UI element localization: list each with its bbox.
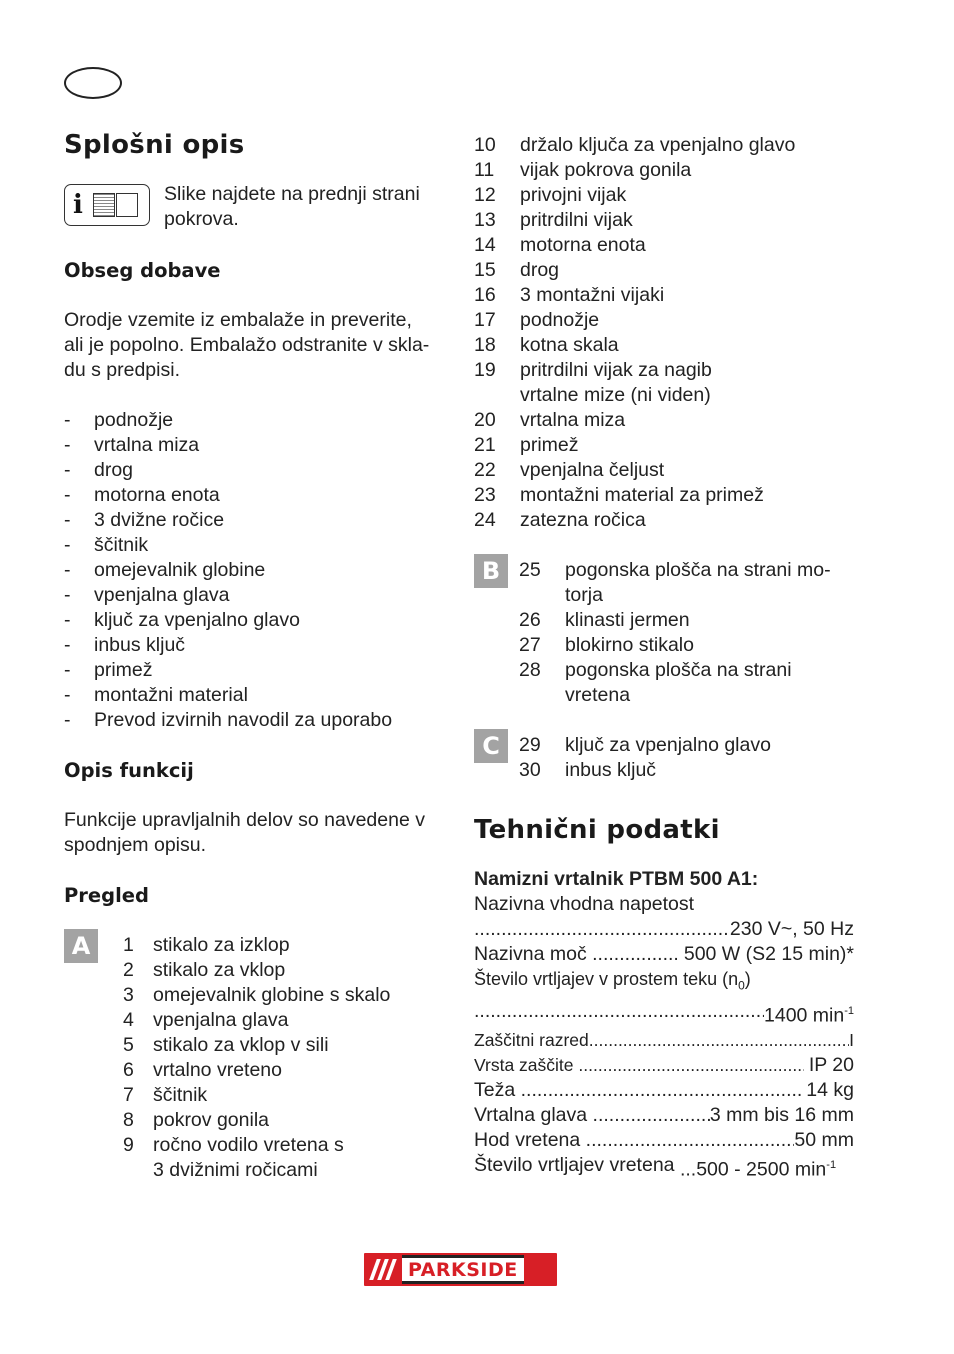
technical-specs — [474, 867, 854, 1183]
section-title-technical-data: Tehnični podatki — [474, 815, 720, 845]
spec-idle-speed-row — [474, 999, 854, 1029]
part-item — [519, 683, 864, 708]
part-item — [474, 483, 864, 508]
left-column — [64, 128, 444, 1183]
item-text: pogonska plošča na strani mo- — [565, 559, 831, 581]
item-text: vrtalna miza — [520, 409, 626, 431]
part-item — [519, 758, 864, 783]
logo-text: PARKSIDE — [402, 1255, 524, 1284]
item-text: primež — [520, 434, 579, 456]
logo-stripes-icon — [364, 1253, 400, 1286]
item-number: 23 — [474, 484, 496, 506]
paragraph-line: Orodje vzemite iz embalaže in preverite, — [64, 309, 412, 331]
item-number: 1 — [123, 934, 134, 956]
figure-b-parts-list — [519, 558, 864, 708]
part-item — [519, 558, 864, 583]
item-text: podnožje — [520, 309, 600, 331]
section-title-general-description: Splošni opis — [64, 130, 245, 160]
spec-label-spindle-speed: Število vrtljajev vretena — [474, 1154, 675, 1177]
scope-item: - ščitnik — [64, 533, 444, 558]
item-text: inbus ključ — [565, 759, 657, 781]
part-item — [474, 133, 864, 158]
heading-overview: Pregled — [64, 884, 149, 907]
item-number: 29 — [519, 734, 541, 756]
scope-item: - vrtalna miza — [64, 433, 444, 458]
overview-part-item — [123, 1033, 444, 1058]
parts-list-continued — [474, 133, 864, 533]
overview-a-block — [64, 933, 444, 1183]
spec-value-weight: 14 kg — [806, 1079, 854, 1102]
scope-item: - ključ za vpenjalno glavo — [64, 608, 444, 633]
scope-item: - drog — [64, 458, 444, 483]
item-text: stikalo za vklop v sili — [153, 1034, 329, 1056]
function-paragraph — [64, 808, 444, 858]
spec-label-chuck: Vrtalna glava — [474, 1104, 588, 1127]
item-text: vpenjalna glava — [153, 1009, 289, 1031]
parkside-logo — [364, 1253, 557, 1286]
item-text: vijak pokrova gonila — [520, 159, 692, 181]
item-number: 3 — [123, 984, 134, 1006]
spec-power-row — [474, 942, 854, 967]
info-text-line: Slike najdete na prednji strani — [164, 183, 420, 205]
overview-part-item — [123, 1008, 444, 1033]
part-item — [519, 583, 864, 608]
right-column — [474, 133, 864, 1183]
item-number: 5 — [123, 1034, 134, 1056]
spec-weight-row — [474, 1078, 854, 1103]
item-number: 11 — [474, 159, 495, 181]
spec-value-voltage: 230 V~, 50 Hz — [729, 918, 854, 940]
spec-label-idle-speed: Število vrtljajev v prostem teku $(n_0)$ — [474, 969, 751, 993]
spec-chuck-row — [474, 1103, 854, 1128]
item-number: 17 — [474, 309, 496, 331]
item-number: 18 — [474, 334, 496, 356]
paragraph-line: Funkcije upravljalnih delov so navedene v — [64, 809, 425, 831]
item-number: 16 — [474, 284, 496, 306]
item-number: 26 — [519, 609, 541, 631]
item-number — [474, 383, 520, 408]
paragraph-line: ali je popolno. Embalažo odstranite v skla- — [64, 334, 430, 356]
heading-function-description: Opis funkcij — [64, 759, 194, 782]
part-item — [474, 233, 864, 258]
part-item — [474, 258, 864, 283]
overview-part-item — [123, 958, 444, 983]
part-item — [474, 308, 864, 333]
heading-scope-of-delivery: Obseg dobave — [64, 259, 221, 282]
item-number: 24 — [474, 509, 496, 531]
spec-label-voltage: Nazivna vhodna napetost — [474, 893, 695, 915]
item-text: kotna skala — [520, 334, 619, 356]
model-name: Namizni vrtalnik PTBM 500 A1: — [474, 868, 759, 890]
item-text: 3 montažni vijaki — [520, 284, 665, 306]
item-text: omejevalnik globine s skalo — [153, 984, 391, 1006]
item-text: blokirno stikalo — [565, 634, 694, 656]
part-item — [474, 458, 864, 483]
item-number: 28 — [519, 659, 541, 681]
item-text: zatezna ročica — [520, 509, 646, 531]
item-text: držalo ključa za vpenjalno glavo — [520, 134, 796, 156]
item-number: 7 — [123, 1084, 134, 1106]
overview-part-item — [123, 1158, 444, 1183]
spec-value-idle-speed: 1400 $\min^{-1}$ — [764, 1004, 854, 1027]
overview-part-item — [123, 1083, 444, 1108]
part-item — [519, 658, 864, 683]
item-text: pokrov gonila — [153, 1109, 269, 1131]
figure-badge-b: B — [474, 554, 508, 588]
item-number: 15 — [474, 259, 496, 281]
scope-item: - motorna enota — [64, 483, 444, 508]
item-number: 25 — [519, 559, 541, 581]
spec-value-spindle-speed: ...500 - 2500 $\min^{-1}$ — [679, 1158, 837, 1181]
overview-part-item — [123, 1058, 444, 1083]
info-text-line: pokrova. — [164, 208, 239, 230]
scope-paragraph — [64, 308, 444, 383]
item-number — [519, 683, 565, 708]
part-item — [474, 408, 864, 433]
spec-ip-row — [474, 1053, 854, 1078]
spec-label-ip: Vrsta zaščite — [474, 1055, 574, 1076]
scope-item: - Prevod izvirnih navodil za uporabo — [64, 708, 444, 733]
spec-value-chuck: 3 mm bis 16 mm — [709, 1104, 854, 1127]
spec-value-ip: IP 20 — [808, 1054, 854, 1077]
item-text: ščitnik — [153, 1084, 208, 1106]
item-number: 8 — [123, 1109, 134, 1131]
figure-badge-a: A — [64, 929, 98, 963]
part-item — [474, 508, 864, 533]
item-text: pogonska plošča na strani — [565, 659, 792, 681]
scope-item: - inbus ključ — [64, 633, 444, 658]
paragraph-line: spodnjem opisu. — [64, 834, 207, 856]
item-number: 19 — [474, 359, 496, 381]
figure-badge-c: C — [474, 729, 508, 763]
item-text: pritrdilni vijak za nagib — [520, 359, 712, 381]
item-number: 30 — [519, 759, 541, 781]
item-text: stikalo za izklop — [153, 934, 290, 956]
item-number — [123, 1158, 153, 1183]
scope-item-list — [64, 408, 444, 733]
scope-item: - podnožje — [64, 408, 444, 433]
part-item — [474, 158, 864, 183]
spec-stroke-row — [474, 1128, 854, 1153]
part-item — [474, 283, 864, 308]
item-number: 6 — [123, 1059, 134, 1081]
scope-item: - 3 dvižne ročice — [64, 508, 444, 533]
part-item — [474, 333, 864, 358]
overview-part-item — [123, 1108, 444, 1133]
item-text: privojni vijak — [520, 184, 627, 206]
item-number: 27 — [519, 634, 541, 656]
item-number: 2 — [123, 959, 134, 981]
info-note — [64, 182, 444, 232]
figure-c-block — [474, 733, 864, 783]
overview-part-item — [123, 933, 444, 958]
scope-item: - primež — [64, 658, 444, 683]
figure-b-block — [474, 558, 864, 708]
part-item — [519, 633, 864, 658]
spec-voltage-row — [474, 917, 854, 942]
part-item — [474, 183, 864, 208]
item-number — [519, 583, 565, 608]
item-number: 13 — [474, 209, 496, 231]
spec-value-stroke: 50 mm — [794, 1129, 854, 1152]
overview-part-item — [123, 1133, 444, 1158]
item-number: 4 — [123, 1009, 134, 1031]
spec-value-protection-class: I — [849, 1030, 854, 1051]
item-text: stikalo za vklop — [153, 959, 286, 981]
overview-part-item — [123, 983, 444, 1008]
part-item — [474, 208, 864, 233]
item-number: 12 — [474, 184, 496, 206]
item-number: 21 — [474, 434, 496, 456]
spec-label-protection-class: Zaščitni razred — [474, 1030, 589, 1051]
item-number: 10 — [474, 134, 496, 156]
item-text: vrtalno vreteno — [153, 1059, 282, 1081]
item-text: vpenjalna čeljust — [520, 459, 665, 481]
part-item — [474, 358, 864, 383]
item-text: torja — [565, 584, 603, 606]
item-text: montažni material za primež — [520, 484, 764, 506]
spec-value-power: 500 W (S2 15 min)* — [683, 943, 854, 965]
item-text: motorna enota — [520, 234, 646, 256]
spec-protection-row — [474, 1028, 854, 1053]
item-text: 3 dvižnimi ročicami — [153, 1159, 318, 1181]
item-number: 14 — [474, 234, 496, 256]
part-item — [474, 383, 864, 408]
part-item — [519, 608, 864, 633]
item-number: 20 — [474, 409, 496, 431]
item-text: ročno vodilo vretena s — [153, 1134, 344, 1156]
spec-label-power: Nazivna moč — [474, 943, 587, 965]
scope-item: - montažni material — [64, 683, 444, 708]
paragraph-line: du s predpisi. — [64, 359, 180, 381]
part-item — [474, 433, 864, 458]
figure-c-parts-list — [519, 733, 864, 783]
scope-item: - vpenjalna glava — [64, 583, 444, 608]
item-text: pritrdilni vijak — [520, 209, 633, 231]
item-text: vretena — [565, 684, 631, 706]
item-text: vrtalne mize (ni viden) — [520, 384, 711, 406]
spec-spindle-row — [474, 1153, 854, 1183]
item-number: 9 — [123, 1134, 134, 1156]
spec-label-weight: Teža — [474, 1079, 516, 1102]
part-item — [519, 733, 864, 758]
spec-label-stroke: Hod vretena — [474, 1129, 581, 1152]
scope-item: - omejevalnik globine — [64, 558, 444, 583]
item-text: ključ za vpenjalno glavo — [565, 734, 771, 756]
info-book-icon: i — [64, 184, 150, 226]
item-number: 22 — [474, 459, 496, 481]
item-text: drog — [520, 259, 560, 281]
item-text: klinasti jermen — [565, 609, 690, 631]
language-indicator-oval — [64, 67, 122, 99]
overview-parts-list — [123, 933, 444, 1183]
